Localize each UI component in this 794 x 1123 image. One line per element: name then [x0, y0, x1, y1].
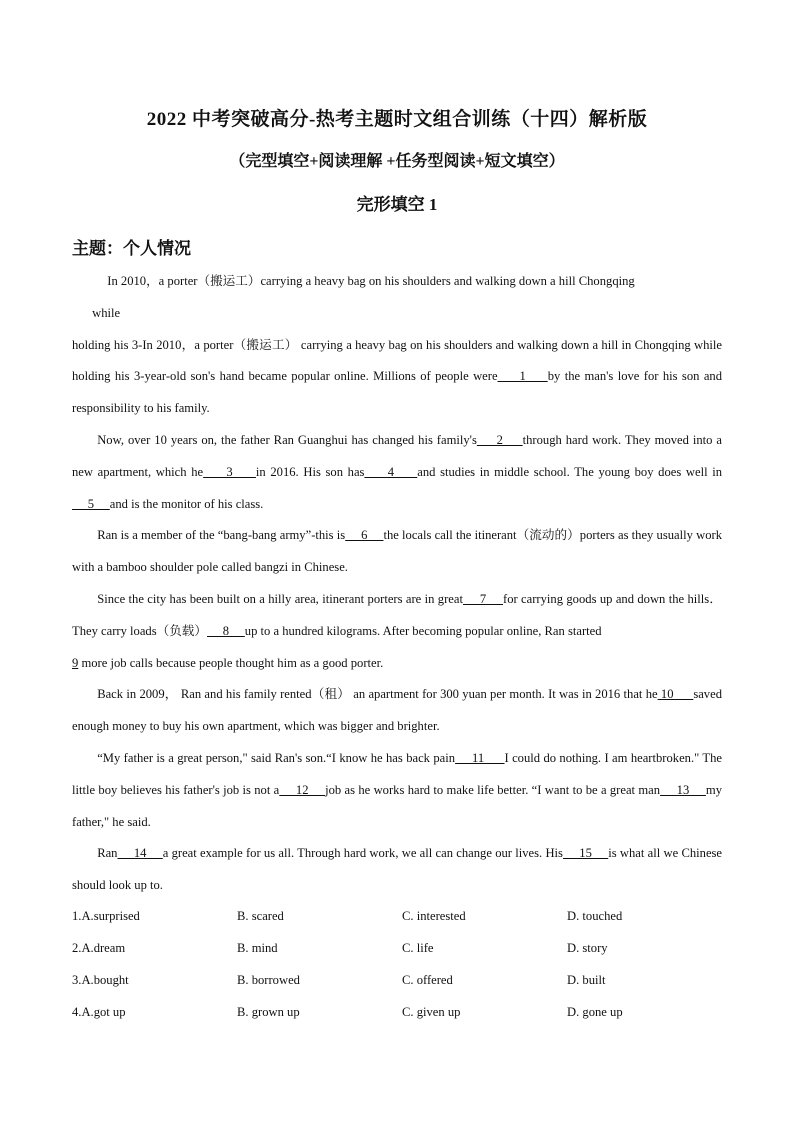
blank-2: 2 [476, 432, 523, 447]
blank-5: 5 [72, 496, 110, 511]
question-4-options [72, 996, 732, 1028]
blank-9: 9 [72, 655, 79, 670]
paragraph-7: Ran 14 a great example for us all. Through hard work, we all can change our lives. His 15 is what all we Chinese should look up to. [72, 846, 723, 893]
blank-6: 6 [345, 528, 384, 543]
blank-15: 15 [562, 846, 609, 861]
blank-13: 13 [660, 782, 706, 797]
passage-line-2: while [92, 305, 121, 320]
paragraph-4: Since the city has been built on a hilly area, itinerant porters are in great 7 for carrying goods up and down the hills． They carry loads（负载） 8 up to a hundred kilograms. After becoming popular online, Ran started 9 more job calls because people thought him as a good porter. [72, 591, 722, 670]
paragraph-5: Back in 2009， Ran and his family rented（租） an apartment for 300 yuan per month. It was in 2016 that he 10 saved enough money to buy his own apartment, which was bigger and brighter. [72, 687, 722, 734]
blank-3: 3 [203, 464, 256, 479]
option-c: C. life [402, 941, 434, 956]
option-d: D. gone up [567, 1004, 623, 1019]
option-a: 4.A.got up [72, 1004, 126, 1019]
option-c: C. interested [402, 909, 466, 924]
section-title: 完形填空 1 [356, 195, 438, 214]
paragraph-6: “My father is a great person," said Ran's son.“I know he has back pain 11 I could do nothing. I am heartbroken." The little boy believes his father's job is not a 12 job as he works hard to make life better. “I want to be a great man 13 my father," he said. [72, 750, 723, 829]
blank-1: 1 [497, 369, 548, 384]
question-2-options [72, 933, 732, 965]
question-1-options [72, 901, 732, 933]
document-title: 2022 中考突破高分-热考主题时文组合训练（十四）解析版 [146, 109, 648, 130]
option-d: D. built [567, 972, 606, 987]
option-a: 2.A.dream [72, 941, 126, 956]
blank-14: 14 [117, 846, 163, 861]
passage-line-1: In 2010，a porter（搬运工）carrying a heavy bag on his shoulders and walking down a hill Chongqing [107, 274, 635, 288]
option-b: B. grown up [237, 1004, 300, 1019]
option-a: 3.A.bought [72, 972, 129, 987]
option-b: B. mind [237, 941, 278, 956]
passage [72, 266, 722, 902]
answer-options [72, 901, 732, 1028]
option-c: C. given up [402, 1004, 461, 1019]
blank-4: 4 [364, 464, 418, 479]
blank-12: 12 [279, 782, 326, 797]
paragraph-1: holding his 3-In 2010，a porter（搬运工） carrying a heavy bag on his shoulders and walking down a hill in Chongqing while holding his 3-year-old son's hand became popular online. Millions of people were 1 by the man's love for his son and responsibility to his family. [72, 337, 722, 416]
option-a: 1.A.surprised [72, 909, 140, 924]
question-3-options [72, 965, 732, 997]
option-b: B. borrowed [237, 972, 300, 987]
paragraph-2: Now, over 10 years on, the father Ran Guanghui has changed his family's 2 through hard work. They moved into a new apartment, which he 3 in 2016. His son has 4 and studies in middle school. The young boy does well in 5 and is the monitor of his class. [72, 432, 723, 511]
blank-10: 10 [657, 687, 694, 702]
option-c: C. offered [402, 972, 453, 987]
blank-7: 7 [462, 591, 503, 606]
option-b: B. scared [237, 909, 284, 924]
blank-11: 11 [455, 750, 505, 765]
paragraph-3: Ran is a member of the “bang-bang army”-this is 6 the locals call the itinerant（流动的）porters as they usually work with a bamboo shoulder pole called bangzi in Chinese. [72, 528, 723, 575]
blank-8: 8 [207, 623, 245, 638]
option-d: D. story [567, 941, 608, 956]
document-subtitle: （完型填空+阅读理解 +任务型阅读+短文填空） [229, 153, 565, 170]
option-d: D. touched [567, 909, 623, 924]
topic-heading: 主题：个人情况 [72, 239, 191, 258]
